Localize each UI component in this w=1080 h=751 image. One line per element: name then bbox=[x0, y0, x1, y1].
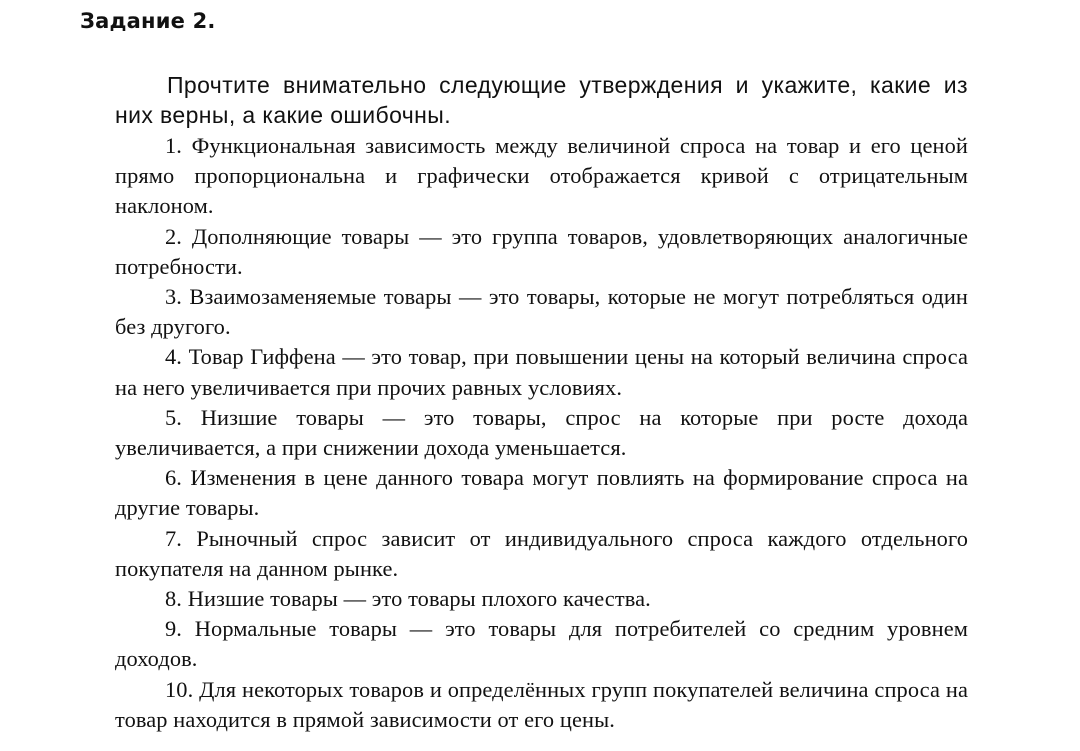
statement-item: 10. Для некоторых товаров и определённых групп покупателей величина спроса на товар находится в прямой зависимости от его цены. bbox=[115, 676, 968, 732]
statement-item: 1. Функциональная зависимость между величиной спроса на товар и его ценой прямо пропорциональна и графически отображается кривой с отрицательным наклоном. bbox=[115, 133, 968, 219]
statement-item: 4. Товар Гиффена — это товар, при повышении цены на который величина спроса на него увеличивается при прочих равных условиях. bbox=[115, 344, 968, 400]
task-title: Задание 2. bbox=[80, 9, 216, 33]
task-content bbox=[115, 70, 968, 735]
task-instructions: Прочтите внимательно следующие утверждения и укажите, какие из них верны, а какие ошибочны. bbox=[115, 72, 968, 128]
statement-list bbox=[115, 131, 968, 735]
statement-item: 6. Изменения в цене данного товара могут повлиять на формирование спроса на другие товары. bbox=[115, 465, 968, 521]
statement-item: 8. Низшие товары — это товары плохого качества. bbox=[165, 586, 651, 612]
statement-item: 3. Взаимозаменяемые товары — это товары, которые не могут потребляться один без другого. bbox=[115, 284, 968, 340]
statement-item: 2. Дополняющие товары — это группа товаров, удовлетворяющих аналогичные потребности. bbox=[115, 223, 968, 279]
statement-item: 5. Низшие товары — это товары, спрос на которые при росте дохода увеличивается, а при снижении дохода уменьшается. bbox=[115, 404, 968, 461]
statement-item: 9. Нормальные товары — это товары для потребителей со средним уровнем доходов. bbox=[115, 616, 968, 672]
statement-item: 7. Рыночный спрос зависит от индивидуального спроса каждого отдельного покупателя на данном рынке. bbox=[115, 525, 968, 581]
